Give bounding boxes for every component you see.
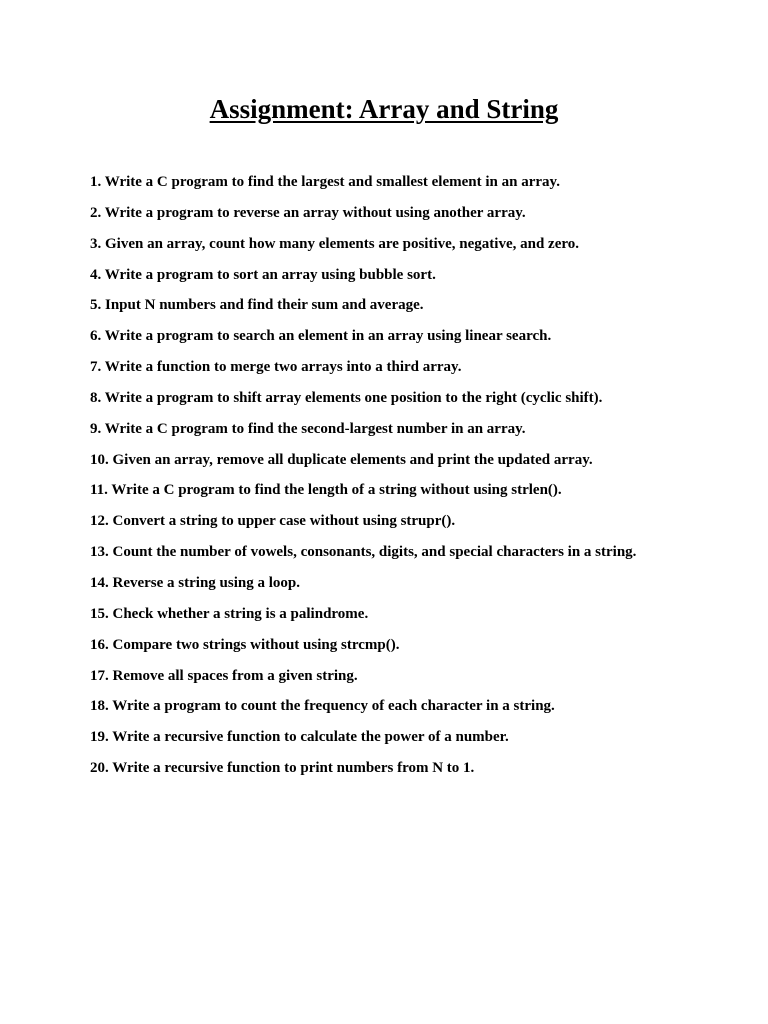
document-title: Assignment: Array and String [209,94,559,124]
question-item: 6. Write a program to search an element in an array using linear search. [90,328,552,345]
question-item: 7. Write a function to merge two arrays into a third array. [90,359,462,376]
question-item: 16. Compare two strings without using strcmp(). [90,636,400,653]
question-item: 8. Write a program to shift array elements one position to the right (cyclic shift). [90,389,603,406]
question-item: 1. Write a C program to find the largest and smallest element in an array. [90,174,560,190]
question-item: 12. Convert a string to upper case without using strupr(). [90,513,456,530]
question-list [90,170,730,787]
question-item: 15. Check whether a string is a palindrome. [90,605,369,622]
question-item: 13. Count the number of vowels, consonants, digits, and special characters in a string. [90,544,637,561]
question-item: 14. Reverse a string using a loop. [90,574,300,591]
question-item: 17. Remove all spaces from a given string. [90,667,358,684]
question-item: 20. Write a recursive function to print numbers from N to 1. [90,760,475,777]
question-item: 5. Input N numbers and find their sum and average. [90,297,424,314]
question-item: 3. Given an array, count how many elements are positive, negative, and zero. [90,235,579,252]
question-item: 19. Write a recursive function to calculate the power of a number. [90,729,509,746]
question-item: 4. Write a program to sort an array using bubble sort. [90,266,436,283]
question-item: 9. Write a C program to find the second-largest number in an array. [90,420,526,437]
question-item: 18. Write a program to count the frequency of each character in a string. [90,698,555,715]
question-item: 10. Given an array, remove all duplicate elements and print the updated array. [90,451,593,468]
question-item: 11. Write a C program to find the length of a string without using strlen(). [90,482,562,499]
question-item: 2. Write a program to reverse an array without using another array. [90,204,526,221]
